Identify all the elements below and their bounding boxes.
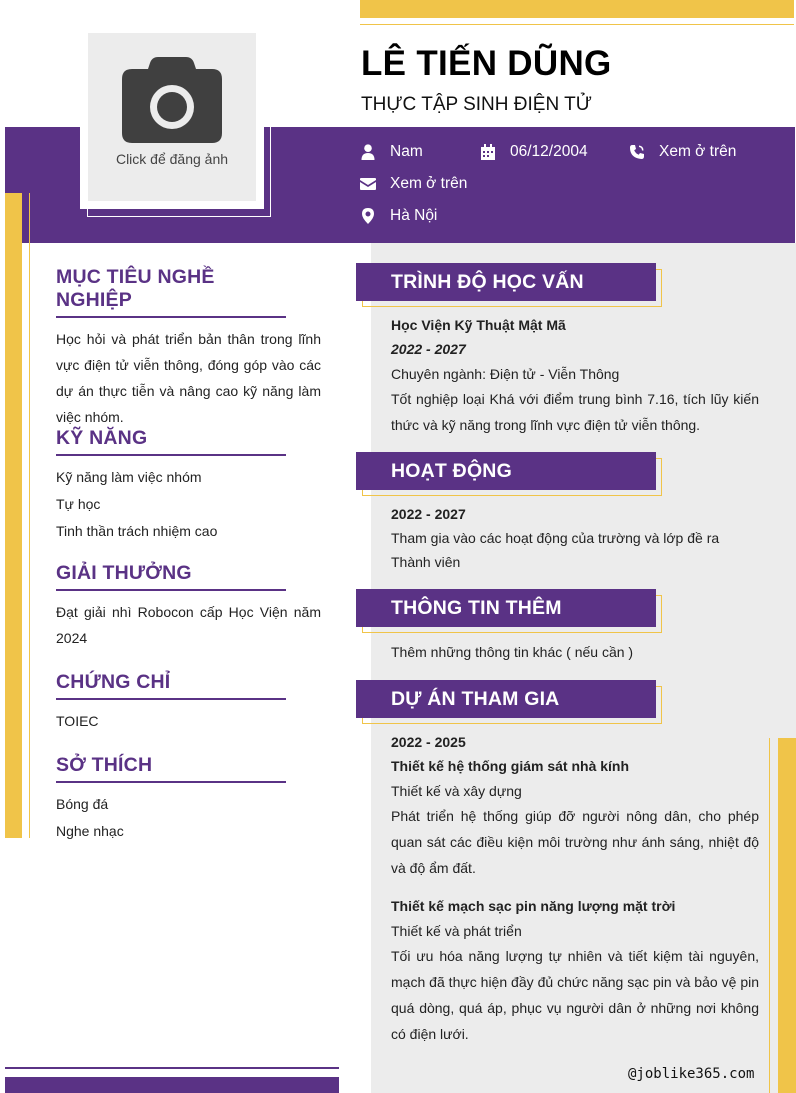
top-gold-line xyxy=(360,24,794,25)
skills-section xyxy=(56,427,321,544)
activities-role: Thành viên xyxy=(391,554,461,570)
right-gold-bar xyxy=(778,738,796,1093)
birthday-info xyxy=(480,143,588,161)
person-icon xyxy=(360,144,376,160)
bottom-purple-line xyxy=(5,1067,339,1069)
objective-text: Học hỏi và phát triển bản thân trong lĩnh vực điện tử viễn thông, đóng góp vào các dự án thực tiễn và nâng cao kỹ năng làm việc nhóm. xyxy=(56,331,321,425)
watermark: @joblike365.com xyxy=(628,1066,755,1082)
top-gold-bar xyxy=(360,0,794,18)
project-name: Thiết kế hệ thống giám sát nhà kính xyxy=(391,758,630,774)
education-period: 2022 - 2027 xyxy=(391,341,466,357)
education-major: Chuyên ngành: Điện tử - Viễn Thông xyxy=(391,366,620,382)
projects-content xyxy=(391,730,759,1047)
hobbies-section xyxy=(56,754,321,844)
project-name: Thiết kế mạch sạc pin năng lượng mặt trời xyxy=(391,898,676,914)
photo-caption: Click để đăng ảnh xyxy=(115,151,229,167)
project-role: Thiết kế và phát triển xyxy=(391,923,522,939)
education-title: TRÌNH ĐỘ HỌC VẤN xyxy=(356,263,656,301)
skill-item: Tự học xyxy=(56,496,101,512)
education-school: Học Viện Kỹ Thuật Mật Mã xyxy=(391,317,566,333)
skill-item: Tinh thần trách nhiệm cao xyxy=(56,523,218,539)
phone-info xyxy=(629,143,736,161)
job-title: THỰC TẬP SINH ĐIỆN TỬ xyxy=(361,94,592,115)
project-description: Tối ưu hóa năng lượng tự nhiên và tiết kiệm tài nguyên, mạch đã thực hiện đầy đủ chức năng sạc pin và bảo vệ pin quá dòng, quá áp, phục vụ người dân ở những nơi không có điện lưới. xyxy=(391,948,759,1042)
location-pin-icon xyxy=(360,208,376,224)
projects-header xyxy=(356,680,656,718)
email-value: Xem ở trên xyxy=(390,175,468,192)
objective-title: MỤC TIÊU NGHỀ NGHIỆP xyxy=(56,266,286,318)
skill-item: Kỹ năng làm việc nhóm xyxy=(56,469,202,485)
additional-text: Thêm những thông tin khác ( nếu cần ) xyxy=(391,644,634,660)
education-content xyxy=(391,313,759,438)
phone-value: Xem ở trên xyxy=(659,143,737,160)
email-info xyxy=(360,175,467,193)
hobby-item: Bóng đá xyxy=(56,796,109,812)
projects-period: 2022 - 2025 xyxy=(391,734,466,750)
gender-info xyxy=(360,143,423,161)
activities-title: HOẠT ĐỘNG xyxy=(356,452,656,490)
additional-header xyxy=(356,589,656,627)
address-value: Hà Nội xyxy=(390,207,438,224)
phone-icon xyxy=(629,144,645,160)
project-role: Thiết kế và xây dựng xyxy=(391,783,522,799)
camera-icon xyxy=(122,57,222,143)
activities-period: 2022 - 2027 xyxy=(391,506,466,522)
address-info xyxy=(360,207,437,225)
awards-text: Đạt giải nhì Robocon cấp Học Viện năm 2024 xyxy=(56,604,321,646)
bottom-purple-bar xyxy=(5,1077,339,1093)
email-icon xyxy=(360,176,376,192)
awards-section xyxy=(56,562,321,651)
additional-title: THÔNG TIN THÊM xyxy=(356,589,656,627)
certificates-section xyxy=(56,671,321,734)
calendar-icon xyxy=(480,144,496,160)
birthday-value: 06/12/2004 xyxy=(510,143,588,160)
right-gold-line xyxy=(769,738,770,1093)
left-gold-bar xyxy=(5,193,22,838)
education-description: Tốt nghiệp loại Khá với điểm trung bình 7.16, tích lũy kiến thức và kỹ năng trong lĩnh vực điện tử viễn thông. xyxy=(391,391,759,433)
education-header xyxy=(356,263,656,301)
skills-title: KỸ NĂNG xyxy=(56,427,286,456)
certificates-title: CHỨNG CHỈ xyxy=(56,671,286,700)
certificate-item: TOIEC xyxy=(56,713,99,729)
gender-value: Nam xyxy=(390,143,423,160)
candidate-name: LÊ TIẾN DŨNG xyxy=(361,44,612,83)
hobby-item: Nghe nhạc xyxy=(56,823,124,839)
additional-content xyxy=(391,640,759,664)
objective-section xyxy=(56,266,321,430)
photo-upload[interactable] xyxy=(88,33,256,201)
left-gold-line xyxy=(29,193,30,838)
hobbies-title: SỞ THÍCH xyxy=(56,754,286,783)
activities-header xyxy=(356,452,656,490)
activities-content xyxy=(391,502,759,574)
projects-title: DỰ ÁN THAM GIA xyxy=(356,680,656,718)
project-description: Phát triển hệ thống giúp đỡ người nông dân, cho phép quan sát các điều kiện môi trường như ánh sáng, nhiệt độ và độ ẩm đất. xyxy=(391,808,759,876)
activities-description: Tham gia vào các hoạt động của trường và lớp đề ra xyxy=(391,530,720,546)
awards-title: GIẢI THƯỞNG xyxy=(56,562,286,591)
